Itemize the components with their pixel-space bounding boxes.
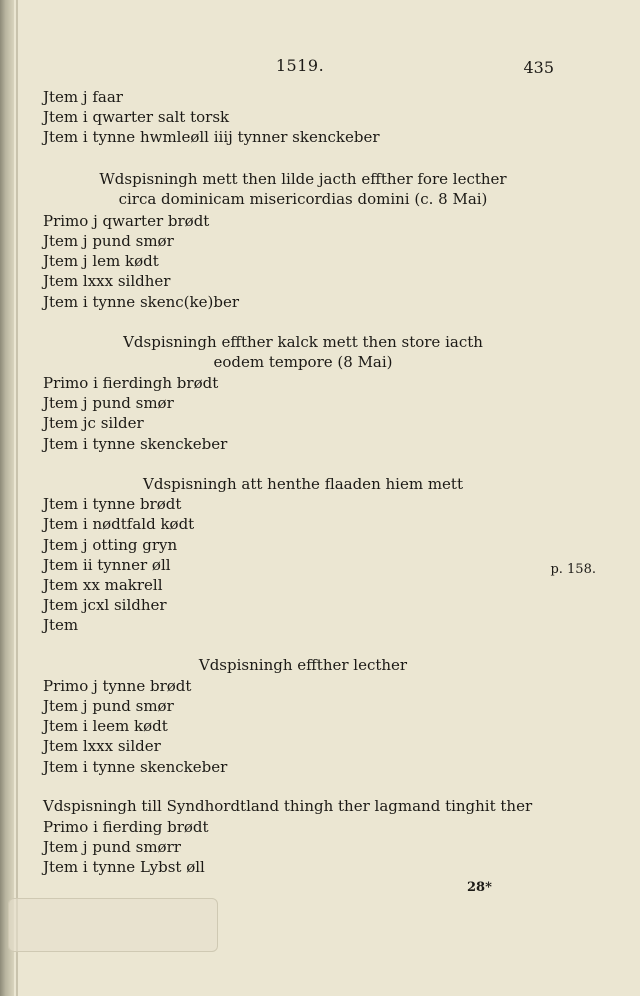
list-item: Jtem i tynne skenc(ke)ber: [43, 293, 239, 311]
list-item: Jtem: [43, 616, 79, 634]
page-number: 435: [523, 58, 554, 77]
list-item: Jtem i tynne skenckeber: [43, 758, 228, 776]
section-heading: eodem tempore (8 Mai): [213, 353, 393, 371]
list-item: Jtem ii tynner øll: [43, 556, 171, 574]
list-item: Jtem j lem kødt: [43, 252, 159, 270]
list-item: Jtem jc silder: [43, 414, 144, 432]
list-item: Jtem j pund smør: [43, 697, 174, 715]
section-heading: circa dominicam misericordias domini (c. 8 Mai): [118, 190, 488, 208]
list-item: Primo i fierding brødt: [43, 818, 209, 836]
list-item: Jtem i nødtfald kødt: [43, 515, 195, 533]
list-item: Jtem j pund smørr: [43, 838, 181, 856]
text-line: Jtem i qwarter salt torsk: [43, 108, 230, 126]
list-item: Jtem jcxl sildher: [43, 596, 167, 614]
list-item: Jtem i tynne Lybst øll: [43, 858, 205, 876]
list-item: Jtem i leem kødt: [43, 717, 168, 735]
signature-mark: 28*: [467, 880, 492, 895]
list-item: Jtem j pund smør: [43, 394, 174, 412]
text-line: Jtem i tynne hwmleøll iiij tynner skenckeber: [43, 128, 380, 146]
header-year: 1519.: [275, 56, 325, 75]
list-item: Jtem j pund smør: [43, 232, 174, 250]
list-item: Primo i fierdingh brødt: [43, 374, 219, 392]
list-item: Jtem j otting gryn: [43, 536, 178, 554]
list-item: Primo j qwarter brødt: [43, 212, 210, 230]
list-item: Jtem lxxx sildher: [43, 272, 171, 290]
section-heading: Vdspisningh att henthe flaaden hiem mett: [143, 475, 463, 493]
list-item: Jtem lxxx silder: [43, 737, 161, 755]
section-heading: Vdspisningh till Syndhordtland thingh ther lagmand tinghit ther: [43, 797, 533, 815]
section-heading: Wdspisningh mett then lilde jacth effther fore lecther: [99, 170, 507, 188]
section-heading: Vdspisningh effther kalck mett then store iacth: [123, 333, 483, 351]
paper-clip-shadow: [8, 898, 218, 952]
list-item: Jtem xx makrell: [43, 576, 163, 594]
margin-note: p. 158.: [550, 562, 596, 577]
text-line: Jtem j faar: [43, 88, 123, 106]
section-heading: Vdspisningh effther lecther: [198, 656, 408, 674]
list-item: Jtem i tynne skenckeber: [43, 435, 228, 453]
list-item: Primo j tynne brødt: [43, 677, 192, 695]
list-item: Jtem i tynne brødt: [43, 495, 182, 513]
